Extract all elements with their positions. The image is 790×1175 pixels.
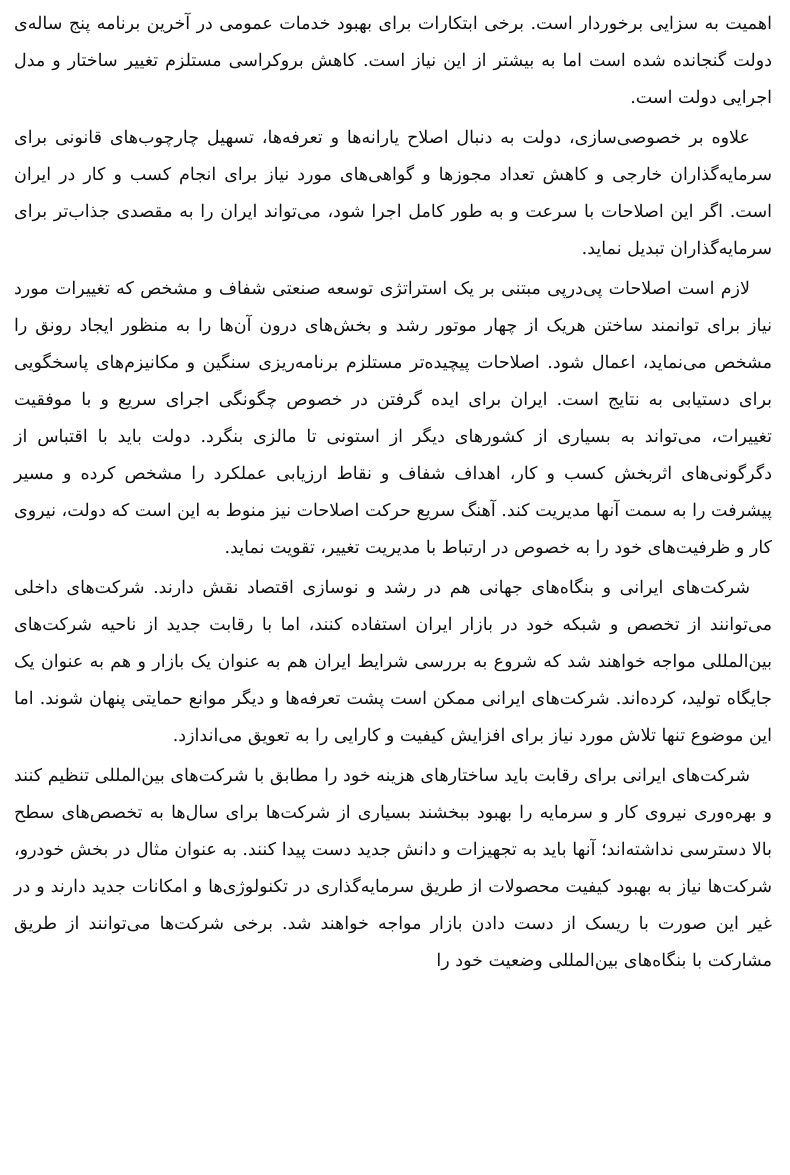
paragraph-3: لازم است اصلاحات پی‌درپی مبتنی بر یک استراتژی توسعه صنعتی شفاف و مشخص که تغییرات مورد نیاز برای توانمند ساختن هریک از چهار موتور رشد و بخش‌های درون آن‌ها را به منظور ایجاد رونق را مشخص می‌نماید، اعمال شود. اصلاحات پیچیده‌تر مستلزم برنامه‌ریزی سنگین و مکانیزم‌های پاسخگویی برای دستیابی به نتایج است. ایران برای ایده گرفتن در خصوص چگونگی اجرای سریع و با موفقیت تغییرات، می‌تواند به بسیاری از کشورهای دیگر از استونی تا مالزی بنگرد. دولت باید با اقتباس از دگرگونی‌های اثربخش کسب و کار، اهداف شفاف و نقاط ارزیابی عملکرد را مشخص کرده و مسیر پیشرفت را به سمت آنها مدیریت کند. آهنگ سریع حرکت اصلاحات نیز منوط به این است که دولت، نیروی کار و ظرفیت‌های خود را به خصوص در ارتباط با مدیریت تغییر، تقویت نماید. [14, 279, 772, 558]
paragraph-2: علاوه بر خصوصی‌سازی، دولت به دنبال اصلاح یارانه‌ها و تعرفه‌ها، تسهیل چارچوب‌های قانونی برای سرمایه‌گذاران خارجی و کاهش تعداد مجوزها و گواهی‌های مورد نیاز برای انجام کسب و کار در ایران است. اگر این اصلاحات با سرعت و به طور کامل اجرا شود، می‌تواند ایران را به مقصدی جذاب‌تر برای سرمایه‌گذاران تبدیل نماید. [14, 128, 772, 259]
paragraph-4: شرکت‌های ایرانی و بنگاه‌های جهانی هم در رشد و نوسازی اقتصاد نقش دارند. شرکت‌های داخلی می‌توانند از تخصص و شبکه خود در بازار ایران استفاده کنند، اما با رقابت جدید از ناحیه شرکت‌های بین‌المللی مواجه خواهند شد که شروع به بررسی شرایط ایران هم به عنوان یک بازار و هم به عنوان یک جایگاه تولید، کرده‌اند. شرکت‌های ایرانی ممکن است پشت تعرفه‌ها و دیگر موانع حمایتی پنهان شوند. اما این موضوع تنها تلاش مورد نیاز برای افزایش کیفیت و کارایی را به تعویق می‌اندازد. [14, 578, 772, 746]
document-page [14, 6, 772, 983]
paragraph-5: شرکت‌های ایرانی برای رقابت باید ساختارهای هزینه خود را مطابق با شرکت‌های بین‌المللی تنظیم کنند و بهره‌وری نیروی کار و سرمایه را بهبود ببخشند بسیاری از شرکت‌ها برای سال‌ها به تخصص‌های سطح بالا دسترسی نداشته‌اند؛ آنها باید به تجهیزات و دانش جدید دست پیدا کنند. به عنوان مثال در بخش خودرو، شرکت‌ها نیاز به بهبود کیفیت محصولات از طریق سرمایه‌گذاری در تکنولوژی‌ها و امکانات جدید دارند و در غیر این صورت با ریسک از دست دادن بازار مواجه خواهند شد. برخی شرکت‌ها می‌توانند از طریق مشارکت با بنگاه‌های بین‌المللی وضعیت خود را [14, 766, 772, 971]
paragraph-1: اهمیت به سزایی برخوردار است. برخی ابتکارات برای بهبود خدمات عمومی در آخرین برنامه پنج ساله‌ی دولت گنجانده شده است اما به بیشتر از این نیاز است. کاهش بروکراسی مستلزم تغییر ساختار و مدل اجرایی دولت است. [14, 14, 772, 108]
